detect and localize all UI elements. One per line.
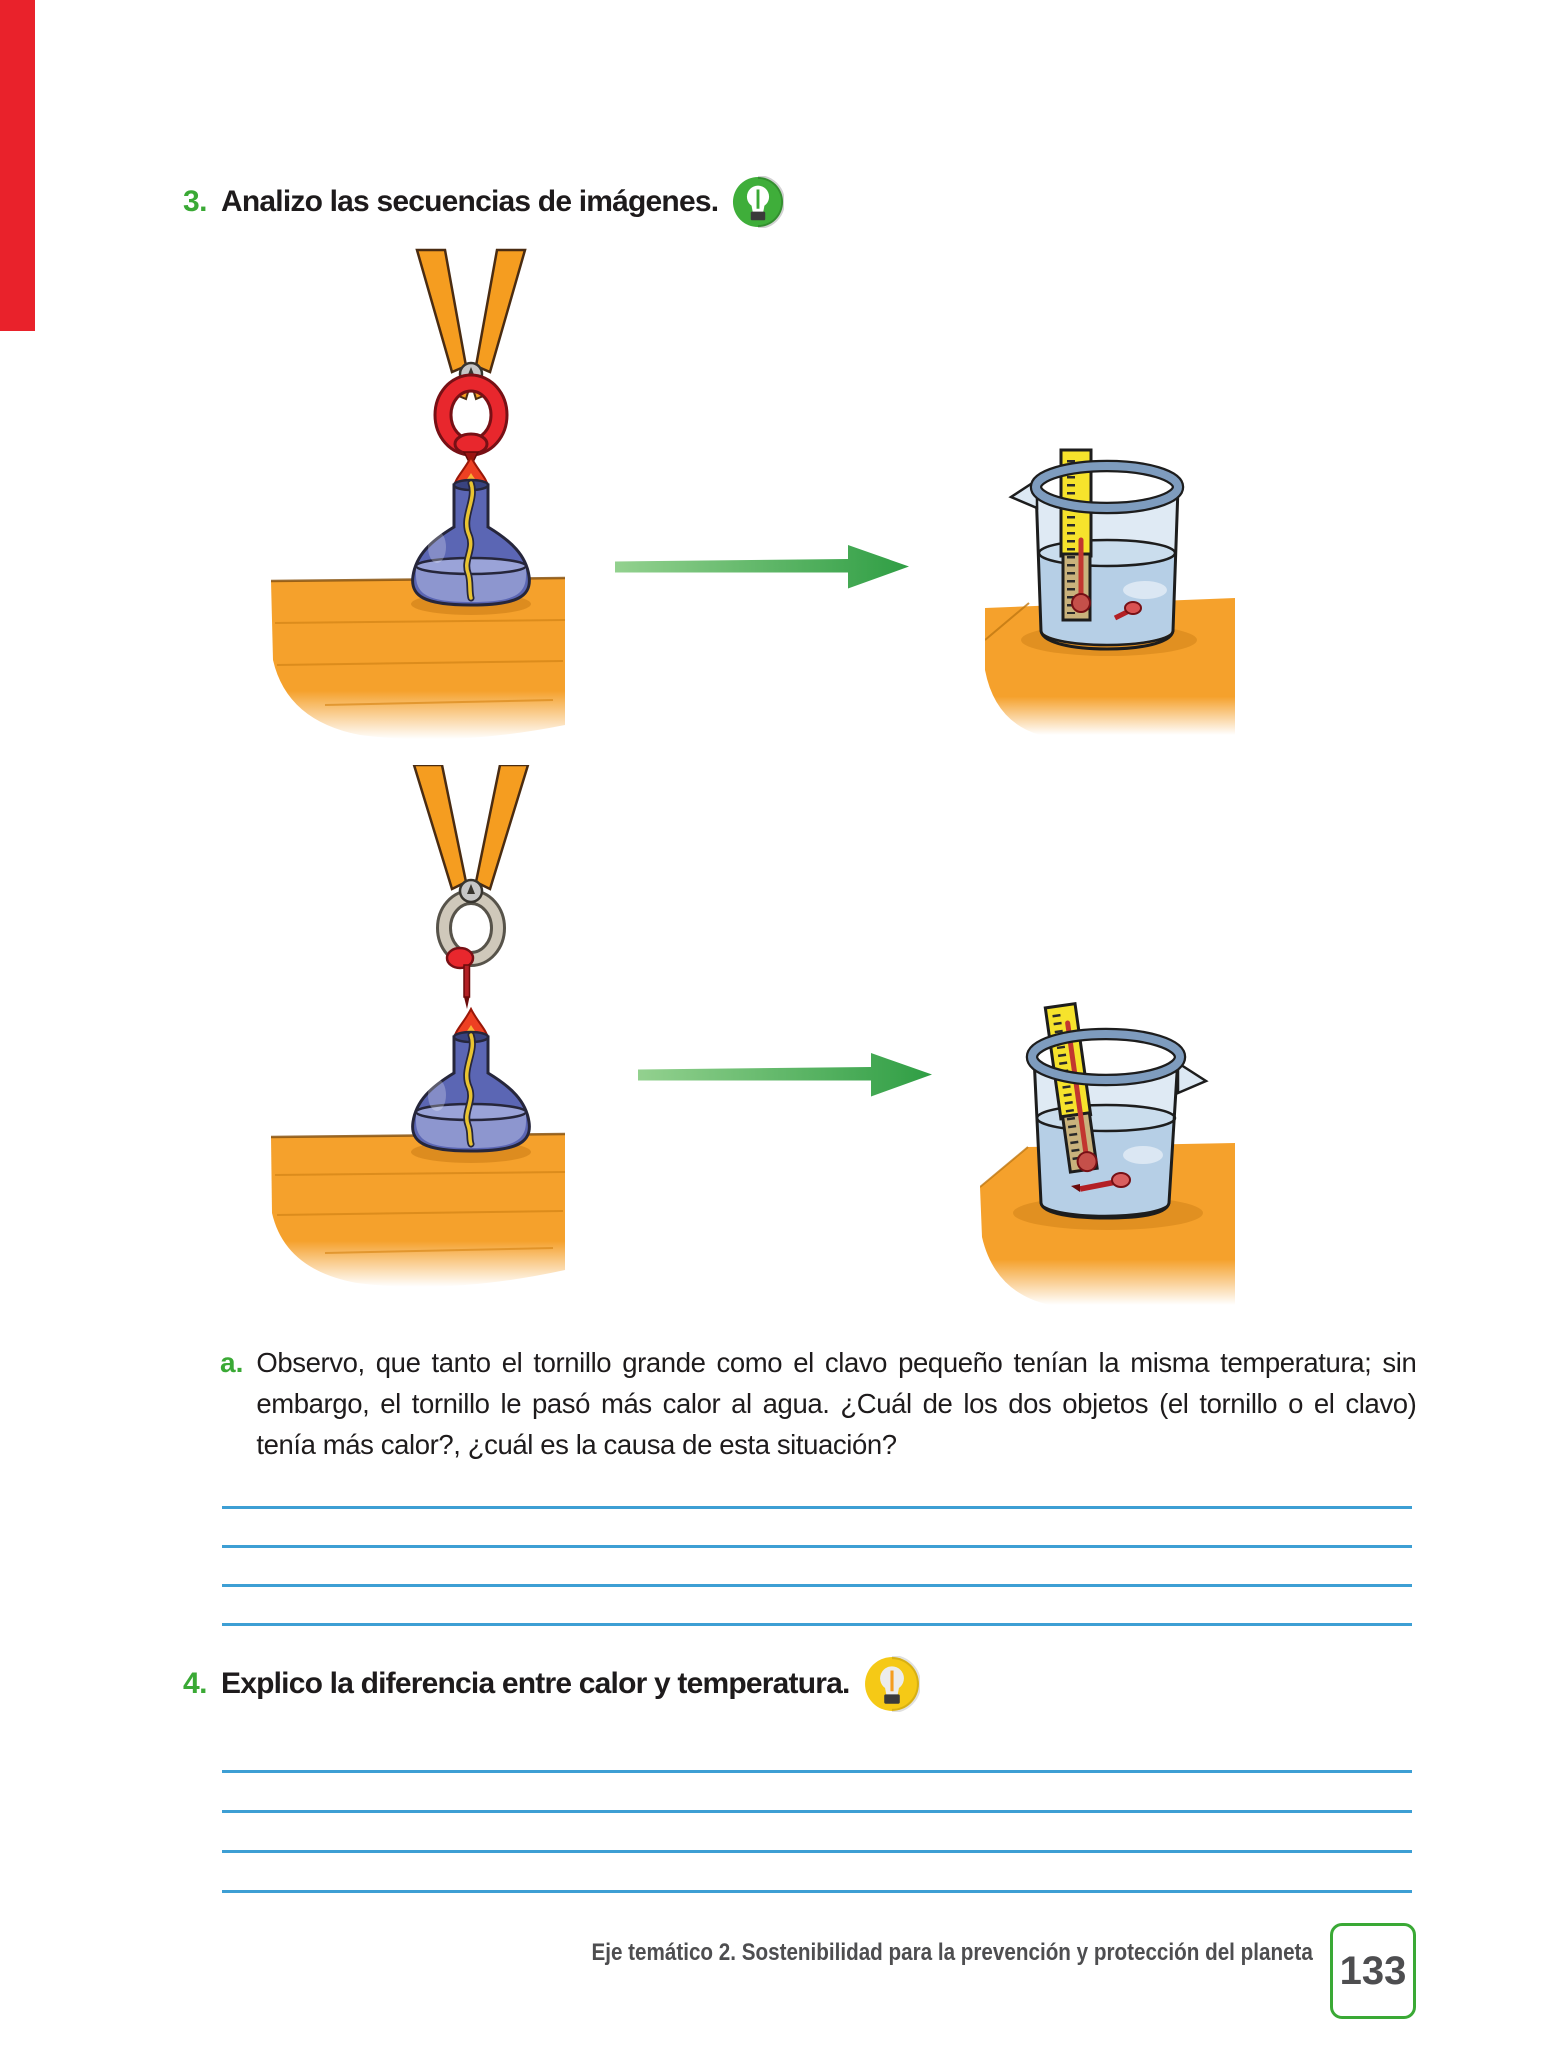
lightbulb-icon — [732, 176, 784, 228]
answer-line — [222, 1890, 1412, 1893]
answer-line — [222, 1545, 1412, 1548]
question-a-text: Observo, que tanto el tornillo grande como el clavo pequeño tenían la misma temperatura; sin embargo, el tornillo le pasó más calor al agua. ¿Cuál de los dos objetos (el tornillo o el clavo) tenía más calor?, ¿cuál es la causa de esta situación? — [256, 1347, 1417, 1460]
answer-line — [222, 1810, 1412, 1813]
answer-line — [222, 1770, 1412, 1773]
question-a — [220, 1342, 1416, 1465]
exercise-4-header — [183, 1656, 920, 1712]
answer-line — [222, 1506, 1412, 1509]
answer-line — [222, 1850, 1412, 1853]
arrow-right-icon — [615, 543, 910, 591]
illustration-beaker-thermometer-nail — [980, 975, 1235, 1305]
lightbulb-icon — [864, 1656, 920, 1712]
answer-line — [222, 1623, 1412, 1626]
exercise-3-title: Analizo las secuencias de imágenes. — [221, 185, 719, 218]
exercise-4-title: Explico la diferencia entre calor y temperatura. — [221, 1667, 850, 1700]
arrow-right-icon — [638, 1051, 933, 1099]
page-number-box — [1330, 1923, 1416, 2019]
illustration-tongs-screw-over-burner — [265, 195, 565, 755]
page-number: 133 — [1339, 1948, 1407, 1993]
question-a-label: a. — [220, 1347, 244, 1378]
answer-line — [222, 1584, 1412, 1587]
illustration-beaker-thermometer-screw — [985, 440, 1235, 735]
red-edge-bar — [0, 0, 35, 331]
illustration-tongs-nail-over-burner — [265, 765, 565, 1300]
footer-thematic-axis: Eje temático 2. Sostenibilidad para la prevención y protección del planeta — [591, 1939, 1313, 1966]
exercise-3-number: 3. — [183, 185, 208, 218]
exercise-4-number: 4. — [183, 1667, 208, 1700]
